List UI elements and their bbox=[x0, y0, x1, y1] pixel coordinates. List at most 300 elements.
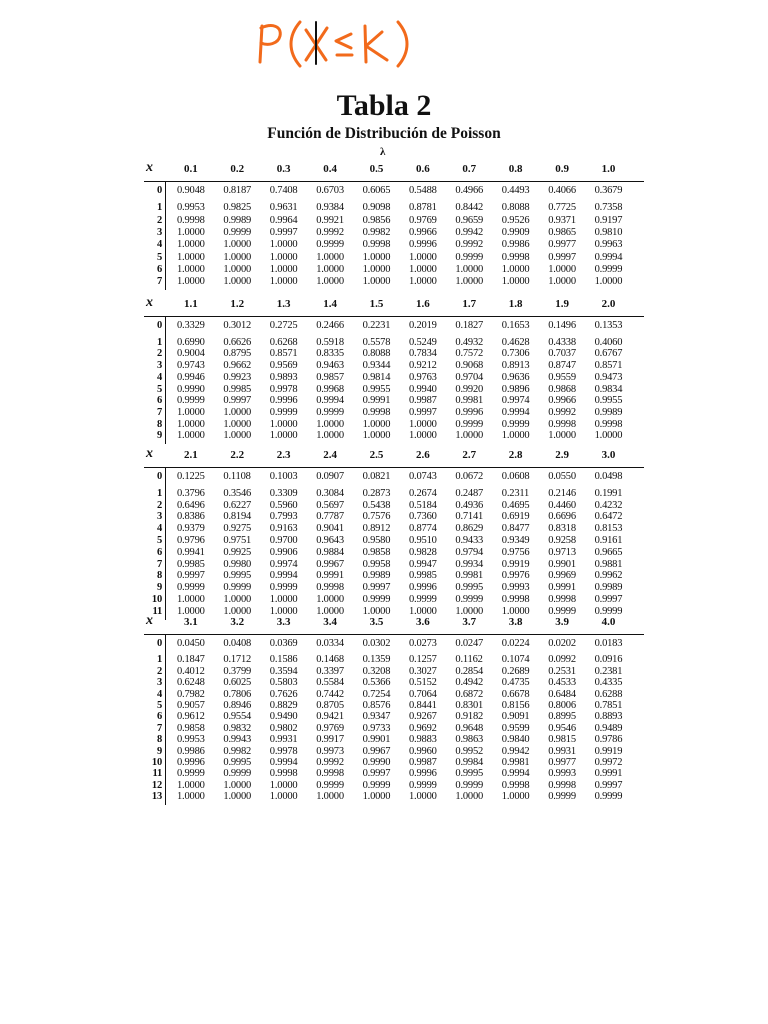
table-cell: 0.9996 bbox=[409, 239, 437, 251]
table-cell: 0.7993 bbox=[269, 511, 298, 523]
table-cell: 0.0743 bbox=[409, 471, 437, 482]
table-cell: 0.9834 bbox=[594, 383, 623, 395]
lambda-header: 1.3 bbox=[276, 298, 291, 310]
table-cell: 1.0000 bbox=[409, 430, 437, 442]
table-cell: 0.1353 bbox=[594, 320, 623, 331]
table-cell: 0.6990 bbox=[177, 336, 205, 348]
table-cell: 0.8705 bbox=[316, 700, 344, 711]
table-cell: 0.9814 bbox=[362, 371, 391, 383]
table-cell: 0.9091 bbox=[501, 711, 530, 723]
row-k-value: 1 bbox=[156, 487, 162, 499]
table-cell: 0.8301 bbox=[455, 700, 484, 711]
row-k-value: 7 bbox=[156, 276, 162, 288]
table-cell: 0.4735 bbox=[501, 677, 530, 689]
table-cell: 0.3309 bbox=[269, 487, 298, 499]
table-cell: 0.9704 bbox=[455, 371, 484, 383]
table-cell: 1.0000 bbox=[501, 276, 530, 288]
table-cell: 0.8893 bbox=[594, 711, 623, 723]
table-cell: 0.9999 bbox=[409, 594, 437, 605]
table-cell: 1.0000 bbox=[362, 430, 391, 442]
table-cell: 0.8747 bbox=[548, 360, 576, 372]
table-cell: 0.9048 bbox=[177, 185, 205, 196]
table-cell: 0.8829 bbox=[269, 700, 298, 711]
table-cell: 0.9863 bbox=[455, 734, 484, 746]
table-cell: 0.2487 bbox=[455, 487, 484, 499]
table-cell: 0.0672 bbox=[455, 471, 484, 482]
table-cell: 0.9998 bbox=[594, 418, 623, 430]
table-cell: 0.0302 bbox=[362, 638, 391, 649]
table-cell: 0.4533 bbox=[548, 677, 576, 689]
table-cell: 0.7360 bbox=[409, 511, 437, 523]
table-cell: 0.9662 bbox=[223, 360, 252, 372]
lambda-header: 2.5 bbox=[369, 449, 384, 461]
table-cell: 0.6678 bbox=[501, 688, 530, 700]
table-cell: 0.5578 bbox=[362, 336, 391, 348]
table-cell: 0.9941 bbox=[177, 546, 205, 558]
table-cell: 1.0000 bbox=[223, 418, 252, 430]
table-cell: 0.8995 bbox=[548, 711, 576, 723]
table-cell: 0.9998 bbox=[177, 214, 205, 226]
table-cell: 0.9992 bbox=[316, 757, 344, 768]
table-cell: 0.1586 bbox=[269, 654, 298, 666]
page-title: Tabla 2 bbox=[336, 89, 432, 122]
table-cell: 0.9692 bbox=[409, 722, 437, 734]
table-cell: 0.9802 bbox=[269, 722, 298, 734]
table-cell: 0.9985 bbox=[409, 570, 437, 582]
table-cell: 0.9379 bbox=[177, 523, 205, 535]
table-cell: 0.4335 bbox=[594, 677, 623, 689]
table-cell: 0.2531 bbox=[548, 665, 576, 677]
x-column-label: x bbox=[146, 295, 153, 310]
table-cell: 0.1225 bbox=[177, 471, 205, 482]
table-cell: 0.9901 bbox=[362, 734, 391, 746]
table-cell: 0.9998 bbox=[501, 779, 530, 791]
table-cell: 1.0000 bbox=[177, 779, 205, 791]
table-cell: 0.9980 bbox=[223, 558, 252, 570]
x-column-label: x bbox=[146, 160, 153, 175]
table-cell: 1.0000 bbox=[177, 406, 205, 418]
table-cell: 0.9796 bbox=[177, 535, 205, 546]
table-body bbox=[151, 635, 644, 805]
table-cell: 0.9995 bbox=[455, 768, 484, 780]
table-cell: 0.9955 bbox=[362, 383, 391, 395]
table-cell: 0.9258 bbox=[548, 535, 576, 546]
table-header bbox=[144, 610, 644, 635]
table-cell: 0.9997 bbox=[223, 395, 252, 407]
table-cell: 0.9267 bbox=[409, 711, 437, 723]
table-cell: 0.9997 bbox=[269, 226, 298, 238]
table-cell: 0.1712 bbox=[223, 654, 252, 666]
table-cell: 0.9463 bbox=[316, 360, 344, 372]
table-cell: 0.9546 bbox=[548, 722, 576, 734]
table-cell: 0.9966 bbox=[409, 226, 437, 238]
row-k-value: 7 bbox=[156, 722, 162, 734]
table-cell: 0.9996 bbox=[409, 582, 437, 594]
row-k-value: 3 bbox=[156, 226, 162, 238]
table-cell: 1.0000 bbox=[269, 605, 298, 617]
table-cell: 0.9763 bbox=[409, 371, 437, 383]
table-cell: 0.9972 bbox=[594, 757, 623, 768]
table-cell: 0.9992 bbox=[548, 406, 576, 418]
row-k-value: 5 bbox=[156, 383, 162, 395]
table-cell: 0.8006 bbox=[548, 700, 576, 711]
table-cell: 0.9840 bbox=[501, 734, 530, 746]
table-cell: 1.0000 bbox=[409, 276, 437, 288]
table-cell: 0.8774 bbox=[409, 523, 437, 535]
table-cell: 1.0000 bbox=[455, 791, 484, 803]
table-cell: 0.7982 bbox=[177, 688, 205, 700]
row-k-value: 3 bbox=[156, 677, 162, 689]
table-cell: 0.9828 bbox=[409, 546, 437, 558]
table-cell: 0.9998 bbox=[316, 582, 344, 594]
table-cell: 0.9991 bbox=[548, 582, 576, 594]
table-cell: 0.9992 bbox=[455, 239, 484, 251]
table-cell: 0.9999 bbox=[316, 779, 344, 791]
table-cell: 1.0000 bbox=[223, 791, 252, 803]
table-cell: 0.9962 bbox=[594, 570, 623, 582]
table-cell: 1.0000 bbox=[362, 251, 391, 263]
row-k-value: 9 bbox=[156, 430, 162, 442]
lambda-header: 3.8 bbox=[508, 616, 523, 628]
table-cell: 0.9919 bbox=[501, 558, 530, 570]
table-cell: 0.9943 bbox=[223, 734, 252, 746]
table-cell: 0.9631 bbox=[269, 202, 298, 214]
table-cell: 0.9769 bbox=[316, 722, 344, 734]
lambda-header: 3.4 bbox=[323, 616, 337, 628]
table-cell: 0.9974 bbox=[501, 395, 530, 407]
table-header bbox=[144, 157, 644, 182]
lambda-header: 0.8 bbox=[508, 163, 523, 175]
table-cell: 0.5438 bbox=[362, 499, 391, 511]
table-cell: 0.9966 bbox=[548, 395, 576, 407]
table-cell: 0.9004 bbox=[177, 348, 205, 360]
table-cell: 0.8156 bbox=[501, 700, 530, 711]
table-body bbox=[156, 182, 644, 290]
table-cell: 0.9743 bbox=[177, 360, 205, 372]
table-cell: 0.2854 bbox=[455, 665, 484, 677]
table-cell: 0.1257 bbox=[409, 654, 437, 666]
lambda-header: 2.0 bbox=[601, 298, 616, 310]
table-cell: 0.9999 bbox=[455, 779, 484, 791]
table-cell: 0.9713 bbox=[548, 546, 576, 558]
table-cell: 0.9999 bbox=[501, 418, 530, 430]
table-cell: 0.3208 bbox=[362, 665, 391, 677]
table-cell: 0.9921 bbox=[316, 214, 344, 226]
table-cell: 0.7576 bbox=[362, 511, 391, 523]
row-k-value: 2 bbox=[156, 214, 162, 226]
table-cell: 0.9993 bbox=[548, 768, 576, 780]
table-cell: 0.9925 bbox=[223, 546, 252, 558]
table-cell: 0.9999 bbox=[548, 605, 576, 617]
table-cell: 0.9490 bbox=[269, 711, 298, 723]
table-cell: 0.1496 bbox=[548, 320, 576, 331]
lambda-header: 2.9 bbox=[555, 449, 569, 461]
table-cell: 0.9977 bbox=[548, 239, 576, 251]
table-cell: 1.0000 bbox=[177, 239, 205, 251]
table-cell: 1.0000 bbox=[223, 276, 252, 288]
table-cell: 0.9999 bbox=[594, 791, 623, 803]
table-cell: 0.2873 bbox=[362, 487, 391, 499]
table-cell: 0.9998 bbox=[501, 251, 530, 263]
table-cell: 0.0224 bbox=[501, 638, 530, 649]
table-cell: 0.9998 bbox=[501, 594, 530, 605]
lambda-header: 0.6 bbox=[416, 163, 430, 175]
table-cell: 0.7806 bbox=[223, 688, 252, 700]
lambda-header: 2.4 bbox=[323, 449, 337, 461]
table-cell: 1.0000 bbox=[269, 418, 298, 430]
table-cell: 0.6703 bbox=[316, 185, 344, 196]
table-cell: 0.9996 bbox=[455, 406, 484, 418]
table-cell: 0.8441 bbox=[409, 700, 437, 711]
table-cell: 1.0000 bbox=[223, 779, 252, 791]
table-cell: 0.2466 bbox=[316, 320, 344, 331]
table-cell: 0.9987 bbox=[409, 757, 437, 768]
table-cell: 0.8913 bbox=[501, 360, 530, 372]
table-cell: 1.0000 bbox=[177, 263, 205, 275]
lambda-header: 1.8 bbox=[508, 298, 523, 310]
table-cell: 0.9999 bbox=[316, 406, 344, 418]
table-cell: 0.2146 bbox=[548, 487, 576, 499]
table-cell: 0.9733 bbox=[362, 722, 391, 734]
table-cell: 0.0498 bbox=[594, 471, 623, 482]
table-cell: 1.0000 bbox=[316, 430, 344, 442]
table-cell: 0.9868 bbox=[548, 383, 576, 395]
table-cell: 1.0000 bbox=[316, 791, 344, 803]
table-cell: 0.9554 bbox=[223, 711, 252, 723]
table-cell: 1.0000 bbox=[223, 263, 252, 275]
lambda-header: 2.3 bbox=[276, 449, 291, 461]
table-cell: 0.8194 bbox=[223, 511, 252, 523]
lambda-header: 1.4 bbox=[323, 298, 337, 310]
table-cell: 0.6025 bbox=[223, 677, 252, 689]
lambda-header: 0.1 bbox=[184, 163, 198, 175]
table-cell: 1.0000 bbox=[409, 251, 437, 263]
table-cell: 1.0000 bbox=[269, 430, 298, 442]
row-k-value: 9 bbox=[156, 745, 162, 757]
lambda-header: 0.9 bbox=[555, 163, 569, 175]
table-cell: 0.9643 bbox=[316, 535, 344, 546]
table-cell: 0.9931 bbox=[548, 745, 576, 757]
table-cell: 0.9987 bbox=[409, 395, 437, 407]
table-cell: 0.8629 bbox=[455, 523, 484, 535]
table-cell: 0.8946 bbox=[223, 700, 252, 711]
row-k-value: 2 bbox=[156, 665, 162, 677]
table-cell: 0.7358 bbox=[594, 202, 623, 214]
table-cell: 1.0000 bbox=[316, 594, 344, 605]
table-cell: 0.6767 bbox=[594, 348, 623, 360]
table-cell: 0.3796 bbox=[177, 487, 205, 499]
table-cell: 0.9786 bbox=[594, 734, 623, 746]
table-cell: 1.0000 bbox=[316, 263, 344, 275]
table-cell: 0.0334 bbox=[316, 638, 344, 649]
lambda-label: λ bbox=[380, 146, 386, 158]
table-cell: 0.9967 bbox=[316, 558, 344, 570]
table-cell: 0.5697 bbox=[316, 499, 344, 511]
table-cell: 0.9977 bbox=[548, 757, 576, 768]
table-cell: 0.9810 bbox=[594, 226, 623, 238]
table-cell: 0.9999 bbox=[177, 582, 205, 594]
table-cell: 0.9999 bbox=[223, 226, 252, 238]
row-k-value: 10 bbox=[151, 594, 162, 605]
table-cell: 0.9999 bbox=[223, 768, 252, 780]
lambda-header: 0.7 bbox=[462, 163, 477, 175]
table-cell: 1.0000 bbox=[223, 430, 252, 442]
row-k-value: 6 bbox=[156, 711, 162, 723]
table-cell: 1.0000 bbox=[501, 430, 530, 442]
table-cell: 0.9068 bbox=[455, 360, 484, 372]
table-cell: 0.9998 bbox=[269, 768, 298, 780]
table-cell: 0.9344 bbox=[362, 360, 391, 372]
table-cell: 0.4628 bbox=[501, 336, 530, 348]
table-cell: 0.8795 bbox=[223, 348, 252, 360]
table-cell: 0.3799 bbox=[223, 665, 252, 677]
table-cell: 0.6919 bbox=[501, 511, 530, 523]
table-cell: 0.9947 bbox=[409, 558, 437, 570]
table-cell: 0.9994 bbox=[594, 251, 623, 263]
table-cell: 0.9997 bbox=[548, 251, 576, 263]
table-cell: 0.6065 bbox=[362, 185, 391, 196]
table-cell: 0.5584 bbox=[316, 677, 344, 689]
table-cell: 0.9421 bbox=[316, 711, 344, 723]
table-cell: 1.0000 bbox=[362, 605, 391, 617]
table-cell: 0.9349 bbox=[501, 535, 530, 546]
table-cell: 1.0000 bbox=[455, 276, 484, 288]
table-cell: 0.3397 bbox=[316, 665, 344, 677]
table-block-2 bbox=[144, 292, 644, 444]
table-cell: 0.9997 bbox=[362, 768, 391, 780]
table-cell: 0.9612 bbox=[177, 711, 205, 723]
table-cell: 1.0000 bbox=[362, 418, 391, 430]
table-cell: 0.8442 bbox=[455, 202, 484, 214]
table-cell: 0.9996 bbox=[177, 757, 205, 768]
table-cell: 0.9940 bbox=[409, 383, 437, 395]
table-cell: 0.9999 bbox=[594, 605, 623, 617]
table-cell: 0.9999 bbox=[269, 582, 298, 594]
table-body bbox=[156, 317, 644, 444]
table-cell: 0.9901 bbox=[548, 558, 576, 570]
table-cell: 0.9952 bbox=[455, 745, 484, 757]
row-k-value: 0 bbox=[156, 638, 162, 649]
table-cell: 0.0916 bbox=[594, 654, 623, 666]
table-cell: 0.9991 bbox=[316, 570, 344, 582]
table-cell: 0.3679 bbox=[594, 185, 623, 196]
table-cell: 0.9825 bbox=[223, 202, 252, 214]
table-cell: 0.9041 bbox=[316, 523, 344, 535]
table-cell: 0.9978 bbox=[269, 383, 298, 395]
table-cell: 0.7037 bbox=[548, 348, 576, 360]
table-cell: 0.4942 bbox=[455, 677, 484, 689]
lambda-header: 2.1 bbox=[184, 449, 198, 461]
table-cell: 0.9999 bbox=[269, 406, 298, 418]
table-cell: 0.3027 bbox=[409, 665, 437, 677]
table-cell: 0.9995 bbox=[455, 582, 484, 594]
table-cell: 0.9969 bbox=[548, 570, 576, 582]
table-cell: 0.4493 bbox=[501, 185, 530, 196]
table-block-3 bbox=[144, 443, 644, 620]
table-cell: 0.9993 bbox=[501, 582, 530, 594]
table-cell: 1.0000 bbox=[362, 276, 391, 288]
table-cell: 0.9955 bbox=[594, 395, 623, 407]
table-cell: 0.7254 bbox=[362, 688, 391, 700]
table-cell: 0.8187 bbox=[223, 185, 252, 196]
table-cell: 0.5152 bbox=[409, 677, 437, 689]
table-cell: 1.0000 bbox=[223, 605, 252, 617]
table-cell: 0.9909 bbox=[501, 226, 530, 238]
lambda-header: 0.2 bbox=[230, 163, 245, 175]
table-cell: 0.5366 bbox=[362, 677, 391, 689]
table-cell: 0.9999 bbox=[362, 594, 391, 605]
row-k-value: 4 bbox=[156, 371, 162, 383]
table-cell: 0.8088 bbox=[501, 202, 530, 214]
row-k-value: 8 bbox=[156, 418, 162, 430]
table-cell: 1.0000 bbox=[269, 779, 298, 791]
table-cell: 0.4066 bbox=[548, 185, 576, 196]
table-cell: 0.6696 bbox=[548, 511, 576, 523]
table-cell: 0.6626 bbox=[223, 336, 252, 348]
table-cell: 0.0369 bbox=[269, 638, 298, 649]
table-cell: 0.8912 bbox=[362, 523, 391, 535]
table-block-4 bbox=[144, 610, 644, 805]
table-cell: 0.2311 bbox=[501, 487, 530, 499]
table-cell: 1.0000 bbox=[269, 263, 298, 275]
table-cell: 0.7834 bbox=[409, 348, 437, 360]
table-cell: 0.9999 bbox=[455, 594, 484, 605]
table-cell: 1.0000 bbox=[501, 263, 530, 275]
table-cell: 0.9580 bbox=[362, 535, 391, 546]
table-cell: 0.9985 bbox=[177, 558, 205, 570]
table-cell: 0.9999 bbox=[455, 418, 484, 430]
table-cell: 0.9942 bbox=[501, 745, 530, 757]
table-cell: 0.9883 bbox=[409, 734, 437, 746]
table-cell: 0.9347 bbox=[362, 711, 391, 723]
table-cell: 1.0000 bbox=[223, 239, 252, 251]
row-k-value: 3 bbox=[156, 360, 162, 372]
table-cell: 0.9982 bbox=[223, 745, 252, 757]
table-cell: 0.9275 bbox=[223, 523, 252, 535]
table-cell: 0.9999 bbox=[455, 251, 484, 263]
table-cell: 0.9995 bbox=[223, 570, 252, 582]
table-cell: 0.6484 bbox=[548, 688, 576, 700]
table-cell: 0.9636 bbox=[501, 371, 530, 383]
table-cell: 0.7064 bbox=[409, 688, 437, 700]
table-cell: 0.8781 bbox=[409, 202, 437, 214]
table-cell: 0.8571 bbox=[594, 360, 623, 372]
table-body bbox=[151, 468, 644, 620]
table-cell: 0.2674 bbox=[409, 487, 437, 499]
table-cell: 1.0000 bbox=[177, 418, 205, 430]
table-cell: 0.9865 bbox=[548, 226, 576, 238]
table-cell: 1.0000 bbox=[455, 605, 484, 617]
table-cell: 0.1108 bbox=[223, 471, 251, 482]
row-k-value: 7 bbox=[156, 558, 162, 570]
table-cell: 1.0000 bbox=[269, 251, 298, 263]
table-cell: 0.9997 bbox=[362, 582, 391, 594]
table-cell: 0.2231 bbox=[362, 320, 391, 331]
table-cell: 1.0000 bbox=[455, 430, 484, 442]
table-cell: 1.0000 bbox=[316, 605, 344, 617]
table-cell: 1.0000 bbox=[409, 418, 437, 430]
lambda-header: 3.5 bbox=[369, 616, 384, 628]
row-k-value: 6 bbox=[156, 395, 162, 407]
table-cell: 0.8088 bbox=[362, 348, 391, 360]
table-cell: 0.3546 bbox=[223, 487, 252, 499]
table-cell: 0.4932 bbox=[455, 336, 484, 348]
table-cell: 0.9098 bbox=[362, 202, 391, 214]
table-header bbox=[144, 292, 644, 317]
row-k-value: 13 bbox=[151, 791, 162, 803]
table-cell: 0.9917 bbox=[316, 734, 344, 746]
table-cell: 0.9526 bbox=[501, 214, 530, 226]
